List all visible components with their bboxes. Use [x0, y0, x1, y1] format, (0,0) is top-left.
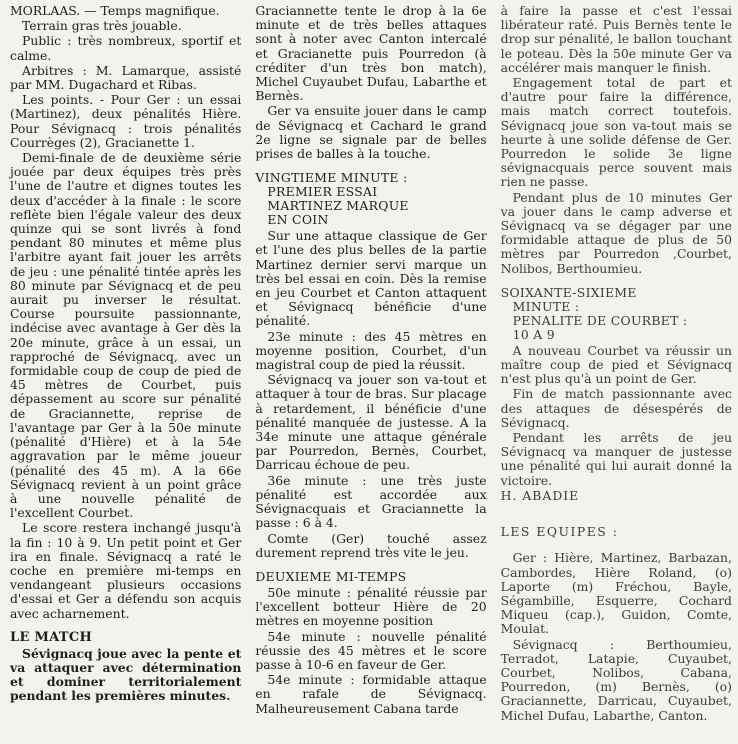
- section-heading: LE MATCH: [10, 629, 93, 645]
- paragraph: Demi-finale de de deuxième série jouée par deux équipes très près l'une de l'autre et dignes toutes les deux d'accéder à la finale : le score reflète bien l'égale valeur des deux quinze qui se sont livrés à fond pendant 80 minutes et même plus l'arbitre ayant fait jouer les arrêts de jeu : une pénalité tintée après les 80 minute par Sévignacq et de peu aurait pu inverser le résultat. Course poursuite passionnante, indécise avec avantage à Ger dès la 20e minute, grâce à un essai, un rapproché de Sévignacq, avec un formidable coup de coup de pied de 45 mètres de Courbet, puis dépassement au score sur pénalité de Graciannette, reprise de l'avantage par Ger à la 50e minute (pénalité d'Hière) et à la 54e aggravation par le même joueur (pénalité des 45 m). A la 66e Sévignacq revient à un point grâce à une nouvelle pénalité de l'excellent Courbet.: [10, 150, 242, 521]
- paragraph: Sur une attaque classique de Ger et l'une des plus belles de la partie Martinez dernier servi marque un très bel essai en coin. Dès la remise en jeu Courbet et Canton attaquent et Sévignacq bénéficie d'une pénalité.: [255, 228, 487, 329]
- paragraph: 54e minute : formidable attaque en rafale de Sévignacq. Malheureusement Cabana tarde: [255, 672, 487, 716]
- teams-heading: LES EQUIPES :: [500, 524, 619, 540]
- column-2: [255, 4, 486, 744]
- paragraph: Terrain gras très jouable.: [22, 18, 182, 34]
- paragraph: 54e minute : nouvelle pénalité réussie des 45 mètres et le score passe à 10-6 en faveur de Ger.: [255, 628, 487, 672]
- team-lineup-sevignacq: Sévignacq : Berthoumieu, Terradot, Latapie, Cuyaubet, Courbet, Nolibos, Cabana, Pourredon, (m) Bernès, (o) Graciannette, Darricau, Cuyaubet, Michel Dufau, Labarthe, Canton.: [500, 636, 732, 723]
- paragraph: A nouveau Courbet va réussir un maître coup de pied et Sévignacq n'est plus qu'à un point de Ger.: [500, 342, 732, 387]
- paragraph: Public : très nombreux, sportif et calme.: [10, 33, 242, 63]
- paragraph: Fin de match passionnante avec des attaques de désespérés de Sévignacq.: [500, 386, 732, 430]
- paragraph: Ger va ensuite jouer dans le camp de Sévignacq et Cachard le grand 2e ligne se signale par de belles prises de balles à la touche.: [255, 103, 487, 162]
- paragraph: Le score restera inchangé jusqu'à la fin : 10 à 9. Un petit point et Ger ira en finale. Sévignacq a raté le coche en première mi-temps en vendangeant plusieurs occasions d'essai et Ger a défendu son acquis avec acharnement.: [10, 520, 242, 621]
- paragraph: Graciannette tente le drop à la 6e minute et de très belles attaques sont à noter avec Canton intercalé et Gracianette puis Pourredon (à créditer d'un très bon match), Michel Cuyaubet Dufau, Labarthe et Bernès.: [255, 3, 487, 104]
- paragraph: MORLAAS. — Temps magnifique.: [10, 3, 220, 18]
- column-3: [501, 4, 732, 744]
- paragraph: 36e minute : une très juste pénalité est accordée aux Sévignacquais et Graciannette la passe : 6 à 4.: [255, 472, 487, 531]
- paragraph: 50e minute : pénalité réussie par l'excellent botteur Hière de 20 mètres en moyenne position: [255, 584, 487, 629]
- paragraph: Engagement total de part et d'autre pour faire la différence, mais match correct toutefois. Sévignacq joue son va-tout mais se heurte à une solide défense de Ger. Pourredon le solide 3e ligne sévignacquais perce souvent mais rien ne passe.: [500, 75, 732, 190]
- paragraph: Les points. - Pour Ger : un essai (Martinez), deux pénalités Hière. Pour Sévignacq : trois pénalités Courrèges (2), Gracianette 1.: [10, 92, 242, 150]
- section-heading: SOIXANTE-SIXIEME MINUTE : PENALITE DE COURBET : 10 A 9: [500, 284, 688, 342]
- paragraph: Sévignacq joue avec la pente et va attaquer avec détermination et dominer territorialement pendant les premières minutes.: [10, 645, 242, 704]
- paragraph: Pendant les arrêts de jeu Sévignacq va manquer de justesse une pénalité qui lui aurait donné la victoire.: [500, 430, 732, 488]
- section-heading: VINGTIEME MINUTE : PREMIER ESSAI MARTINEZ MARQUE EN COIN: [255, 170, 409, 228]
- author-signature: H. ABADIE: [500, 487, 580, 503]
- paragraph: Comte (Ger) touché assez durement reprend très vite le jeu.: [255, 530, 487, 560]
- section-heading: DEUXIEME MI-TEMPS: [255, 568, 407, 584]
- paragraph: Arbitres : M. Lamarque, assisté par MM. Dugachard et Ribas.: [10, 62, 242, 93]
- team-lineup-ger: Ger : Hière, Martinez, Barbazan, Cambordes, Hière Roland, (o) Laporte (m) Fréchou, Bayle, Ségambille, Esquerre, Cochard Miqueu (cap.), Guidon, Comte, Moulat.: [500, 550, 732, 637]
- column-1: [10, 4, 241, 744]
- paragraph: Pendant plus de 10 minutes Ger va jouer dans le camp adverse et Sévignacq va se dégager par une formidable attaque de plus de 50 mètres par Pourredon ,Courbet, Nolibos, Berthoumieu.: [500, 189, 732, 276]
- paragraph: Sévignacq va jouer son va-tout et attaquer à tour de bras. Sur placage à retardement, il bénéficie d'une pénalité manquée de justesse. A la 34e minute une attaque générale par Pourredon, Bernès, Courbet, Darricau échoue de peu.: [255, 372, 487, 473]
- paragraph: 23e minute : des 45 mètres en moyenne position, Courbet, d'un magistral coup de pied la réussit.: [255, 328, 487, 373]
- paragraph: à faire la passe et c'est l'essai libérateur raté. Puis Bernès tente le drop sur pénalité, le ballon touchant le poteau. Dès la 50e minute Ger va accélérer mais manquer le finish.: [500, 3, 732, 75]
